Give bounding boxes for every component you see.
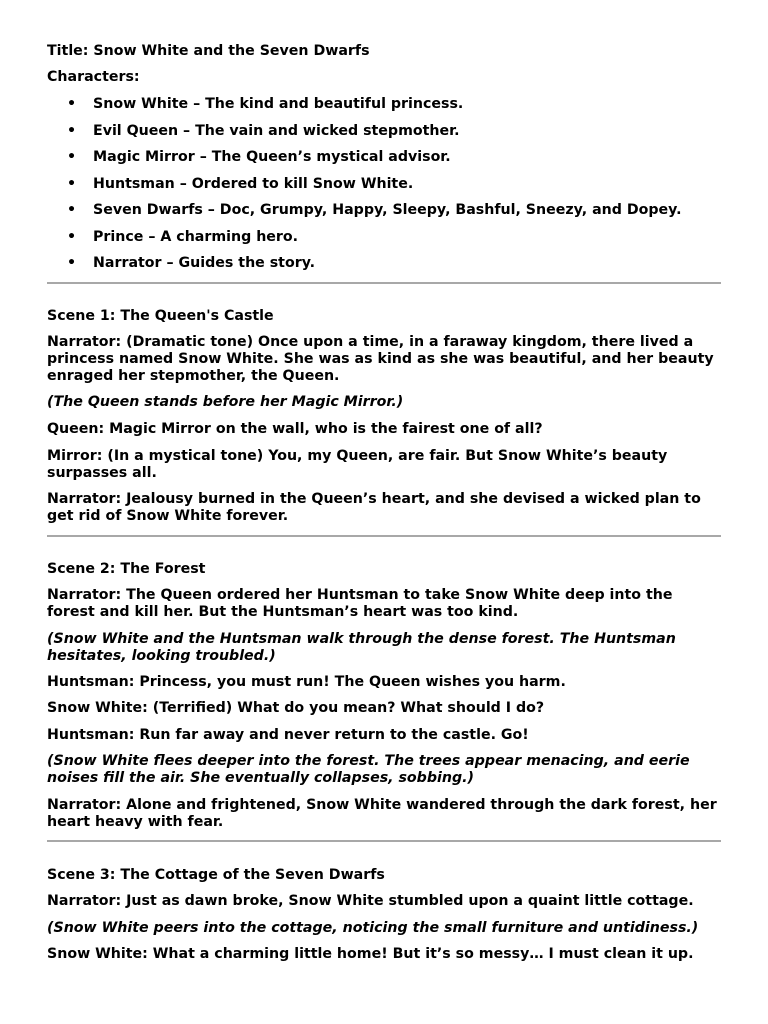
dialogue-line: Narrator: The Queen ordered her Huntsman to take Snow White deep into the forest and kill her. But the Huntsman’s heart was too kind.: [47, 587, 673, 620]
dialogue-line: Narrator: Just as dawn broke, Snow White stumbled upon a quaint little cottage.: [47, 893, 694, 909]
character-item: • Narrator – Guides the story.: [93, 255, 721, 272]
scene-heading: Scene 1: The Queen's Castle: [47, 308, 274, 324]
dialogue-line: Mirror: (In a mystical tone) You, my Queen, are fair. But Snow White’s beauty surpasses all.: [47, 448, 668, 481]
section-divider: [47, 840, 721, 842]
dialogue-line: Narrator: Jealousy burned in the Queen’s heart, and she devised a wicked plan to get rid of Snow White forever.: [47, 491, 701, 524]
dialogue-line: Snow White: (Terrified) What do you mean? What should I do?: [47, 700, 545, 716]
character-item: • Huntsman – Ordered to kill Snow White.: [93, 176, 721, 193]
scene-heading: Scene 2: The Forest: [47, 561, 206, 577]
dialogue-line: Huntsman: Princess, you must run! The Queen wishes you harm.: [47, 674, 566, 690]
section-divider: [47, 282, 721, 284]
dialogue-line: Huntsman: Run far away and never return to the castle. Go!: [47, 727, 529, 743]
character-item: • Seven Dwarfs – Doc, Grumpy, Happy, Sleepy, Bashful, Sneezy, and Dopey.: [93, 202, 721, 219]
scene-heading: Scene 3: The Cottage of the Seven Dwarfs: [47, 867, 385, 883]
character-item: • Magic Mirror – The Queen’s mystical advisor.: [93, 149, 721, 166]
character-item: • Prince – A charming hero.: [93, 229, 721, 246]
stage-direction: (Snow White and the Huntsman walk through the dense forest. The Huntsman hesitates, looking troubled.): [47, 631, 676, 664]
section-divider: [47, 535, 721, 537]
dialogue-line: Narrator: (Dramatic tone) Once upon a time, in a faraway kingdom, there lived a princess named Snow White. She was as kind as she was beautiful, and her beauty enraged her stepmother, the Queen.: [47, 334, 714, 384]
character-item: • Evil Queen – The vain and wicked stepmother.: [93, 123, 721, 140]
document-title: Title: Snow White and the Seven Dwarfs: [47, 43, 370, 59]
dialogue-line: Narrator: Alone and frightened, Snow White wandered through the dark forest, her heart heavy with fear.: [47, 797, 717, 830]
stage-direction: (Snow White flees deeper into the forest. The trees appear menacing, and eerie noises fill the air. She eventually collapses, sobbing.): [47, 753, 690, 786]
character-item: • Snow White – The kind and beautiful princess.: [93, 96, 721, 113]
stage-direction: (Snow White peers into the cottage, noticing the small furniture and untidiness.): [47, 920, 699, 936]
dialogue-line: Snow White: What a charming little home! But it’s so messy… I must clean it up.: [47, 946, 694, 962]
dialogue-line: Queen: Magic Mirror on the wall, who is the fairest one of all?: [47, 421, 543, 437]
stage-direction: (The Queen stands before her Magic Mirror.): [47, 394, 404, 410]
characters-heading: Characters:: [47, 69, 140, 85]
